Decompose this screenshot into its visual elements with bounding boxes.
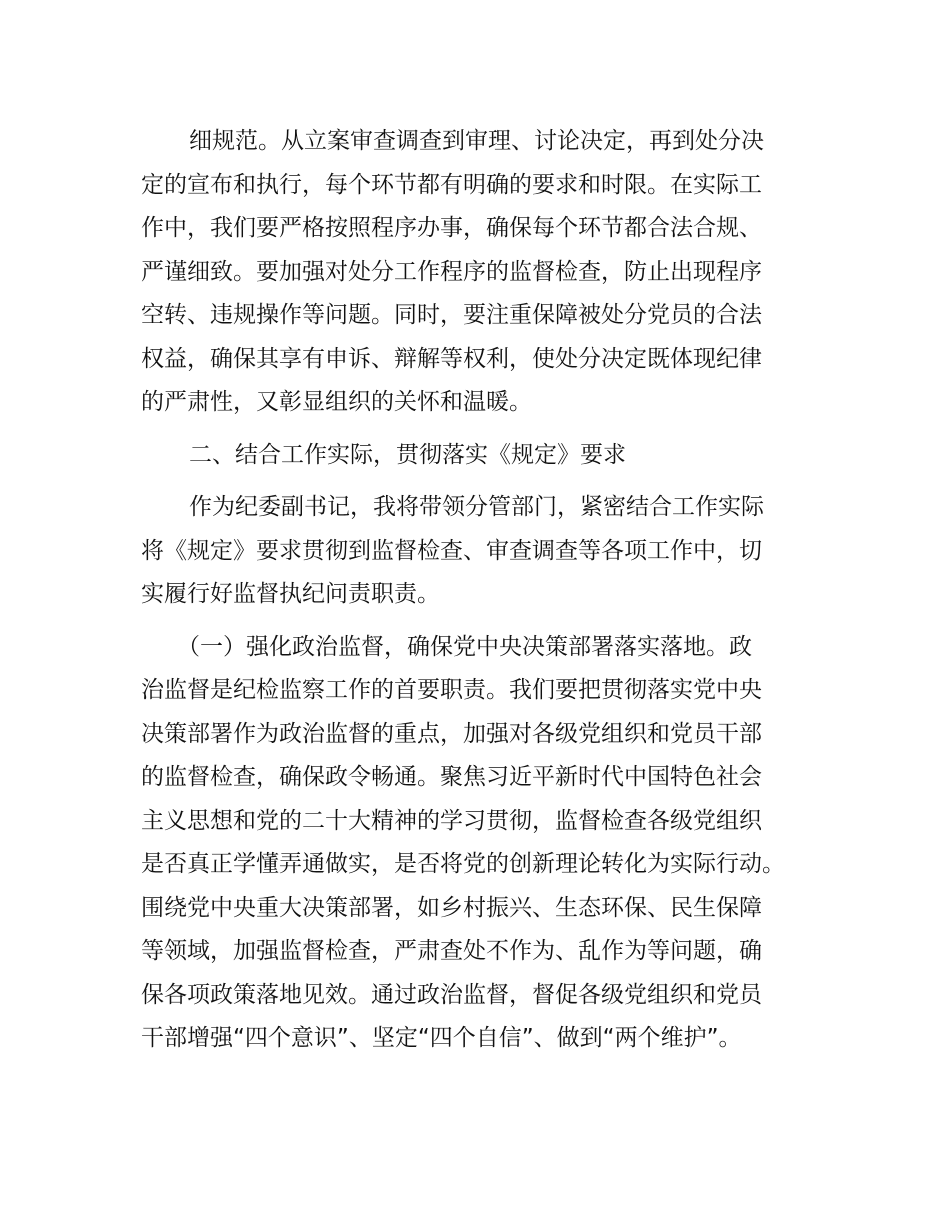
paragraph-procedure: [141, 120, 821, 425]
text-line: 空转、违规操作等问题。同时，要注重保障被处分党员的合法: [141, 302, 762, 328]
text-line: 是否真正学懂弄通做实，是否将党的创新理论转化为实际行动。: [141, 851, 785, 877]
text-line: 权益，确保其享有申诉、辩解等权利，使处分决定既体现纪律: [141, 345, 762, 372]
text-line: 的严肃性，又彰显组织的关怀和温暖。: [141, 389, 532, 415]
text-line: 主义思想和党的二十大精神的学习贯彻，监督检查各级党组织: [141, 807, 762, 834]
text-line: 保各项政策落地见效。通过政治监督，督促各级党组织和党员: [141, 981, 762, 1008]
paragraph-gap: [141, 477, 821, 486]
text-line: 治监督是纪检监察工作的首要职责。我们要把贯彻落实党中央: [141, 677, 762, 703]
paragraph-gap: [141, 425, 821, 434]
document-body: [141, 120, 821, 1061]
text-line: 等领域，加强监督检查，严肃查处不作为、乱作为等问题，确: [141, 938, 762, 964]
paragraph-intro: [141, 486, 821, 617]
paragraph-gap: [141, 617, 821, 626]
text-line: 实履行好监督执纪问责职责。: [141, 581, 440, 607]
text-line: 作为纪委副书记，我将带领分管部门，紧密结合工作实际: [189, 494, 764, 520]
paragraph-political-supervision: [141, 626, 821, 1061]
text-line: 的监督检查，确保政令畅通。聚焦习近平新时代中国特色社会: [141, 764, 762, 790]
text-line: 作中，我们要严格按照程序办事，确保每个环节都合法合规、: [141, 215, 762, 241]
text-line: 定的宣布和执行，每个环节都有明确的要求和时限。在实际工: [141, 171, 762, 198]
text-line: （一）强化政治监督，确保党中央决策部署落实落地。政: [177, 633, 752, 660]
text-line: 细规范。从立案审查调查到审理、讨论决定，再到处分决: [189, 128, 764, 154]
text-line: 干部增强“四个意识”、坚定“四个自信”、做到“两个维护”。: [141, 1025, 742, 1051]
heading-text: 二、结合工作实际，贯彻落实《规定》要求: [189, 441, 626, 468]
section-heading: [141, 434, 821, 478]
text-line: 严谨细致。要加强对处分工作程序的监督检查，防止出现程序: [141, 258, 762, 285]
text-line: 将《规定》要求贯彻到监督检查、审查调查等各项工作中，切: [141, 537, 762, 564]
text-line: 围绕党中央重大决策部署，如乡村振兴、生态环保、民生保障: [141, 894, 762, 921]
text-line: 决策部署作为政治监督的重点，加强对各级党组织和党员干部: [141, 720, 762, 747]
